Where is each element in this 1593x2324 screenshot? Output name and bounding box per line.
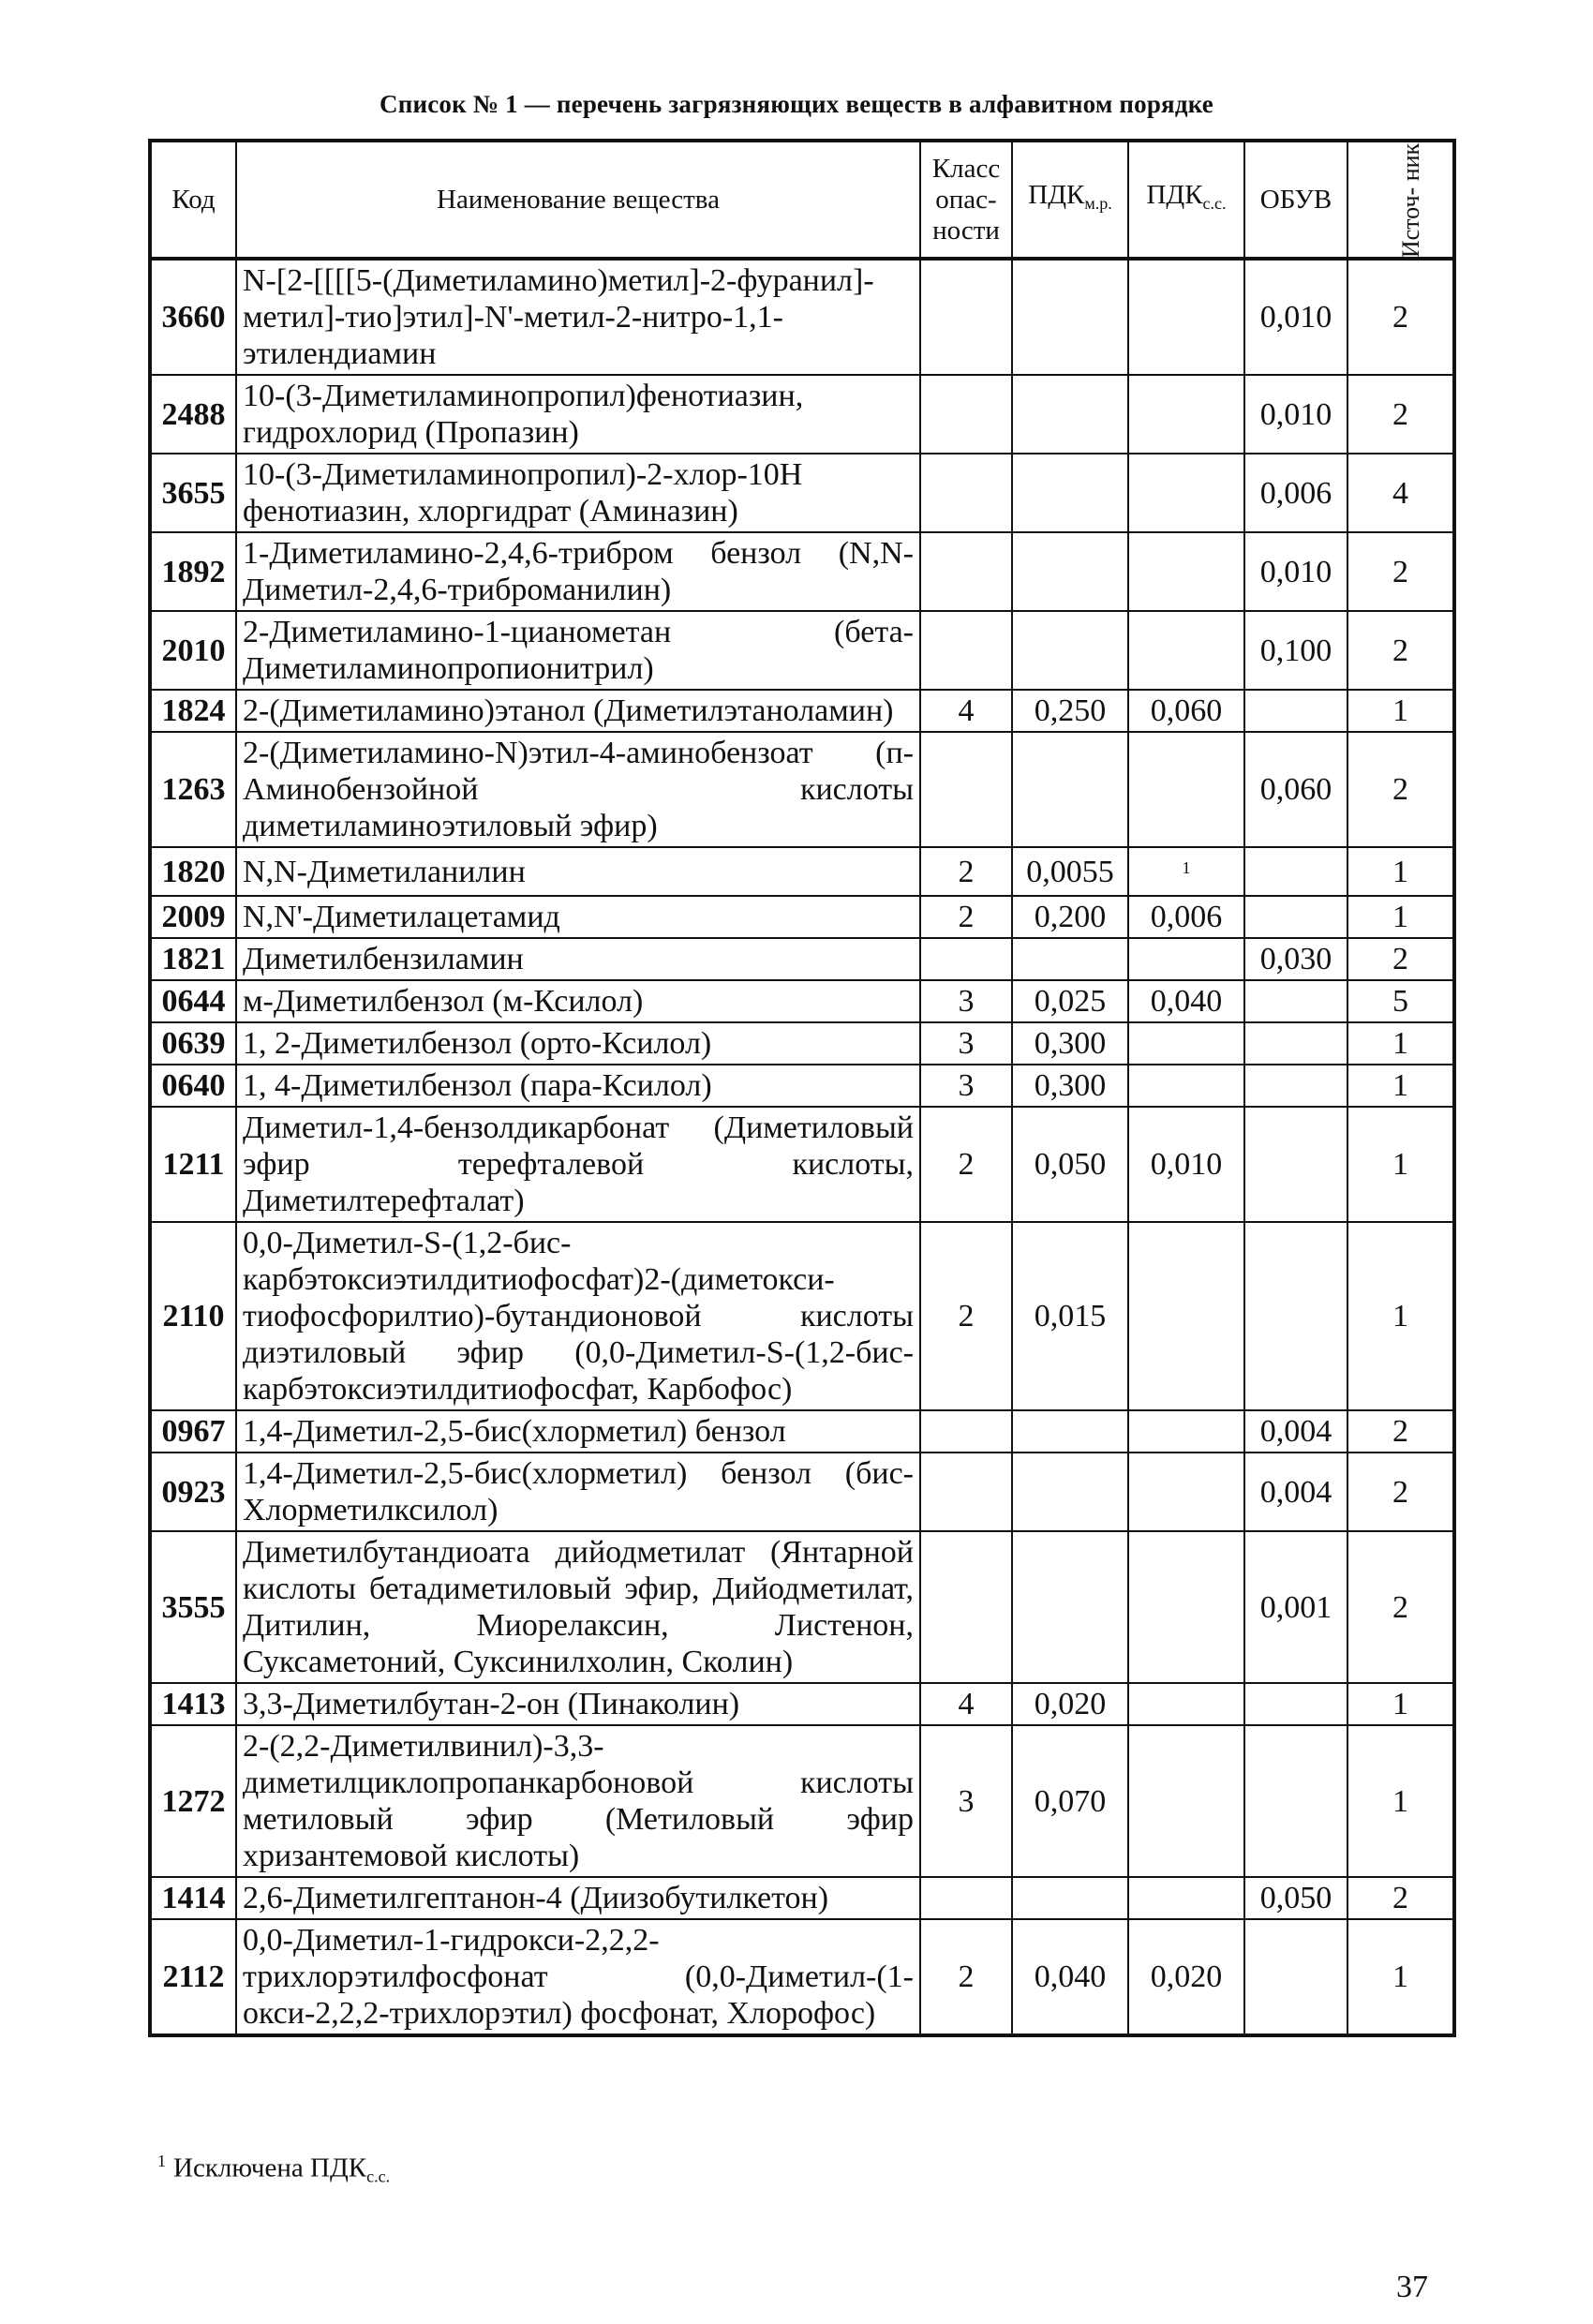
row-obuv: [1244, 980, 1347, 1022]
table-row: [150, 1725, 1454, 1877]
row-pdk-mr: 0,040: [1012, 1919, 1128, 2035]
table-row: [150, 259, 1454, 375]
row-name: N,N-Диметиланилин: [236, 847, 920, 896]
row-code: 3555: [150, 1531, 236, 1683]
row-obuv: [1244, 1222, 1347, 1410]
row-source: 2: [1347, 259, 1454, 375]
row-code: 0639: [150, 1022, 236, 1065]
row-obuv: 0,006: [1244, 454, 1347, 532]
row-class: 2: [920, 847, 1012, 896]
row-obuv: [1244, 1107, 1347, 1222]
row-source: 1: [1347, 1022, 1454, 1065]
header-pdk-ss: $ПДК_{с.с.}$: [1128, 141, 1244, 259]
row-source: 1: [1347, 1919, 1454, 2035]
row-code: 1272: [150, 1725, 236, 1877]
table-row: [150, 532, 1454, 611]
row-class: [920, 1877, 1012, 1919]
row-pdk-mr: [1012, 1452, 1128, 1531]
table-row: [150, 847, 1454, 896]
row-class: [920, 1410, 1012, 1452]
row-pdk-mr: [1012, 1410, 1128, 1452]
row-pdk-ss: [1128, 1725, 1244, 1877]
row-pdk-mr: [1012, 532, 1128, 611]
row-pdk-ss: [1128, 532, 1244, 611]
row-source: 2: [1347, 532, 1454, 611]
row-obuv: [1244, 847, 1347, 896]
row-pdk-ss: 0,040: [1128, 980, 1244, 1022]
row-code: 1413: [150, 1683, 236, 1725]
row-name: 1, 2-Диметилбензол (орто-Ксилол): [236, 1022, 920, 1065]
footnote-mark: 1: [1182, 858, 1191, 877]
row-pdk-ss: 0,006: [1128, 896, 1244, 938]
row-code: 1263: [150, 732, 236, 847]
row-pdk-mr: 0,250: [1012, 690, 1128, 732]
row-class: 3: [920, 1022, 1012, 1065]
row-name: 3,3-Диметилбутан-2-он (Пинаколин): [236, 1683, 920, 1725]
table-row: [150, 938, 1454, 980]
row-obuv: [1244, 1725, 1347, 1877]
row-pdk-ss: [1128, 938, 1244, 980]
row-class: 3: [920, 1065, 1012, 1107]
row-class: [920, 1452, 1012, 1531]
row-name: 2-(2,2-Диметилвинил)-3,3-диметилциклопропанкарбоновой кислоты метиловый эфир (Метиловый эфир хризантемовой кислоты): [236, 1725, 920, 1877]
row-class: 4: [920, 1683, 1012, 1725]
row-class: [920, 938, 1012, 980]
row-name: N,N'-Диметилацетамид: [236, 896, 920, 938]
row-obuv: 0,004: [1244, 1410, 1347, 1452]
table-row: [150, 375, 1454, 454]
header-row: [150, 141, 1454, 259]
table-row: [150, 454, 1454, 532]
row-name: Диметилбутандиоата дийодметилат (Янтарной кислоты бетадиметиловый эфир, Дийодметилат, Дитилин, Миорелаксин, Листенон, Суксаметоний, Суксинилхолин, Сколин): [236, 1531, 920, 1683]
table-row: [150, 1531, 1454, 1683]
table-row: [150, 1683, 1454, 1725]
header-class: Класс опас- ности: [920, 141, 1012, 259]
row-code: 1821: [150, 938, 236, 980]
row-pdk-ss: [1128, 1410, 1244, 1452]
row-pdk-ss: [1128, 1065, 1244, 1107]
row-source: 2: [1347, 375, 1454, 454]
row-pdk-ss: [1128, 259, 1244, 375]
row-class: [920, 375, 1012, 454]
row-source: 4: [1347, 454, 1454, 532]
table-row: [150, 1022, 1454, 1065]
row-name: 2-(Диметиламино)этанол (Диметилэтаноламин): [236, 690, 920, 732]
row-class: 2: [920, 1107, 1012, 1222]
row-obuv: [1244, 896, 1347, 938]
row-name: Диметил-1,4-бензолдикарбонат (Диметиловый эфир терефталевой кислоты, Диметилтерефталат): [236, 1107, 920, 1222]
row-class: [920, 532, 1012, 611]
row-class: 2: [920, 1919, 1012, 2035]
row-name: 2-(Диметиламино-N)этил-4-аминобензоат (п-Аминобензойной кислоты диметиламиноэтиловый эфир): [236, 732, 920, 847]
row-name: N-[2-[[[[5-(Диметиламино)метил]-2-фуранил]-метил]-тио]этил]-N'-метил-2-нитро-1,1-этилендиамин: [236, 259, 920, 375]
row-name: 1,4-Диметил-2,5-бис(хлорметил) бензол: [236, 1410, 920, 1452]
row-class: 3: [920, 980, 1012, 1022]
row-obuv: [1244, 1022, 1347, 1065]
row-obuv: [1244, 1683, 1347, 1725]
row-pdk-ss: 0,010: [1128, 1107, 1244, 1222]
header-code: Код: [150, 141, 236, 259]
row-name: 0,0-Диметил-S-(1,2-бис-карбэтоксиэтилдитиофосфат)2-(диметокси-тиофосфорилтио)-бутандионовой кислоты диэтиловый эфир (0,0-Диметил-S-(1,2-бис-карбэтоксиэтилдитиофосфат, Карбофос): [236, 1222, 920, 1410]
row-code: 2488: [150, 375, 236, 454]
row-code: 1892: [150, 532, 236, 611]
row-source: 1: [1347, 1222, 1454, 1410]
row-source: 2: [1347, 1410, 1454, 1452]
row-code: 2110: [150, 1222, 236, 1410]
row-code: 1211: [150, 1107, 236, 1222]
row-source: 1: [1347, 1065, 1454, 1107]
row-code: 1414: [150, 1877, 236, 1919]
row-name: Диметилбензиламин: [236, 938, 920, 980]
table-row: [150, 690, 1454, 732]
row-code: 1820: [150, 847, 236, 896]
row-pdk-ss: [1128, 1531, 1244, 1683]
row-obuv: 0,050: [1244, 1877, 1347, 1919]
row-source: 2: [1347, 1531, 1454, 1683]
row-pdk-mr: 0,020: [1012, 1683, 1128, 1725]
row-obuv: [1244, 1919, 1347, 2035]
table-row: [150, 1877, 1454, 1919]
table-row: [150, 1919, 1454, 2035]
row-source: 2: [1347, 1452, 1454, 1531]
table-row: [150, 611, 1454, 690]
row-pdk-mr: [1012, 1877, 1128, 1919]
row-pdk-mr: [1012, 454, 1128, 532]
row-code: 0923: [150, 1452, 236, 1531]
row-source: 1: [1347, 1107, 1454, 1222]
row-pdk-mr: [1012, 375, 1128, 454]
table-row: [150, 980, 1454, 1022]
header-obuv: ОБУВ: [1244, 141, 1347, 259]
row-obuv: 0,100: [1244, 611, 1347, 690]
row-pdk-ss: [1128, 454, 1244, 532]
row-pdk-mr: 0,015: [1012, 1222, 1128, 1410]
row-pdk-ss: 0,020: [1128, 1919, 1244, 2035]
row-obuv: 0,010: [1244, 375, 1347, 454]
row-pdk-mr: 0,050: [1012, 1107, 1128, 1222]
row-pdk-ss: [1128, 1683, 1244, 1725]
row-name: м-Диметилбензол (м-Ксилол): [236, 980, 920, 1022]
row-pdk-mr: 0,300: [1012, 1022, 1128, 1065]
row-pdk-ss: [1128, 1452, 1244, 1531]
row-pdk-mr: 0,200: [1012, 896, 1128, 938]
row-pdk-ss: [1128, 1877, 1244, 1919]
row-obuv: 0,010: [1244, 532, 1347, 611]
row-pdk-mr: 0,0055: [1012, 847, 1128, 896]
substances-table: [148, 139, 1456, 2037]
row-name: 0,0-Диметил-1-гидрокси-2,2,2-трихлорэтилфосфонат (0,0-Диметил-(1-окси-2,2,2-трихлорэтил) фосфонат, Хлорофос): [236, 1919, 920, 2035]
row-source: 1: [1347, 896, 1454, 938]
row-pdk-ss: [1128, 1022, 1244, 1065]
row-class: 2: [920, 1222, 1012, 1410]
row-obuv: 0,010: [1244, 259, 1347, 375]
row-pdk-mr: [1012, 938, 1128, 980]
table-row: [150, 1410, 1454, 1452]
header-name: Наименование вещества: [236, 141, 920, 259]
row-source: 2: [1347, 732, 1454, 847]
row-pdk-mr: 0,025: [1012, 980, 1128, 1022]
row-obuv: 0,004: [1244, 1452, 1347, 1531]
row-obuv: [1244, 690, 1347, 732]
row-source: 1: [1347, 1725, 1454, 1877]
row-pdk-mr: [1012, 1531, 1128, 1683]
row-obuv: [1244, 1065, 1347, 1107]
row-class: 2: [920, 896, 1012, 938]
row-code: 2009: [150, 896, 236, 938]
row-code: 2010: [150, 611, 236, 690]
header-pdk-mr: $ПДК_{м.р.}$: [1012, 141, 1128, 259]
row-code: 0967: [150, 1410, 236, 1452]
row-name: 1-Диметиламино-2,4,6-трибром бензол (N,N-Диметил-2,4,6-триброманилин): [236, 532, 920, 611]
row-pdk-mr: [1012, 611, 1128, 690]
row-name: 1,4-Диметил-2,5-бис(хлорметил) бензол (бис-Хлорметилксилол): [236, 1452, 920, 1531]
row-name: 10-(3-Диметиламинопропил)-2-хлор-10Н фенотиазин, хлоргидрат (Аминазин): [236, 454, 920, 532]
row-class: [920, 1531, 1012, 1683]
row-pdk-mr: 0,070: [1012, 1725, 1128, 1877]
page-number: 37: [1396, 2270, 1428, 2304]
row-class: [920, 732, 1012, 847]
page-title: Список № 1 — перечень загрязняющих веществ в алфавитном порядке: [380, 90, 1213, 118]
row-source: 2: [1347, 938, 1454, 980]
row-class: [920, 611, 1012, 690]
row-code: 1824: [150, 690, 236, 732]
table-row: [150, 1065, 1454, 1107]
row-pdk-mr: 0,300: [1012, 1065, 1128, 1107]
row-class: [920, 454, 1012, 532]
row-pdk-ss: [1128, 1222, 1244, 1410]
row-class: 3: [920, 1725, 1012, 1877]
row-code: 3660: [150, 259, 236, 375]
table-row: [150, 1222, 1454, 1410]
row-source: 2: [1347, 611, 1454, 690]
row-name: 2-Диметиламино-1-цианометан (бета-Диметиламинопропионитрил): [236, 611, 920, 690]
row-class: 4: [920, 690, 1012, 732]
row-source: 1: [1347, 690, 1454, 732]
row-pdk-mr: [1012, 259, 1128, 375]
row-pdk-ss: [1128, 375, 1244, 454]
row-source: 5: [1347, 980, 1454, 1022]
row-source: 2: [1347, 1877, 1454, 1919]
footnote: $^1$ Исключена $ПДК_{с.с.}$: [157, 2152, 391, 2186]
row-pdk-ss: [1128, 847, 1244, 896]
header-source: Источ- ник: [1347, 141, 1454, 259]
row-pdk-ss: [1128, 732, 1244, 847]
row-code: 3655: [150, 454, 236, 532]
row-pdk-mr: [1012, 732, 1128, 847]
row-name: 1, 4-Диметилбензол (пара-Ксилол): [236, 1065, 920, 1107]
table-row: [150, 1452, 1454, 1531]
row-class: [920, 259, 1012, 375]
row-name: 10-(3-Диметиламинопропил)фенотиазин, гидрохлорид (Пропазин): [236, 375, 920, 454]
row-code: 0644: [150, 980, 236, 1022]
row-obuv: 0,030: [1244, 938, 1347, 980]
row-pdk-ss: 0,060: [1128, 690, 1244, 732]
row-source: 1: [1347, 1683, 1454, 1725]
row-source: 1: [1347, 847, 1454, 896]
row-obuv: 0,060: [1244, 732, 1347, 847]
row-name: 2,6-Диметилгептанон-4 (Диизобутилкетон): [236, 1877, 920, 1919]
table-row: [150, 896, 1454, 938]
table-row: [150, 1107, 1454, 1222]
row-code: 0640: [150, 1065, 236, 1107]
row-obuv: 0,001: [1244, 1531, 1347, 1683]
row-code: 2112: [150, 1919, 236, 2035]
table-row: [150, 732, 1454, 847]
row-pdk-ss: [1128, 611, 1244, 690]
